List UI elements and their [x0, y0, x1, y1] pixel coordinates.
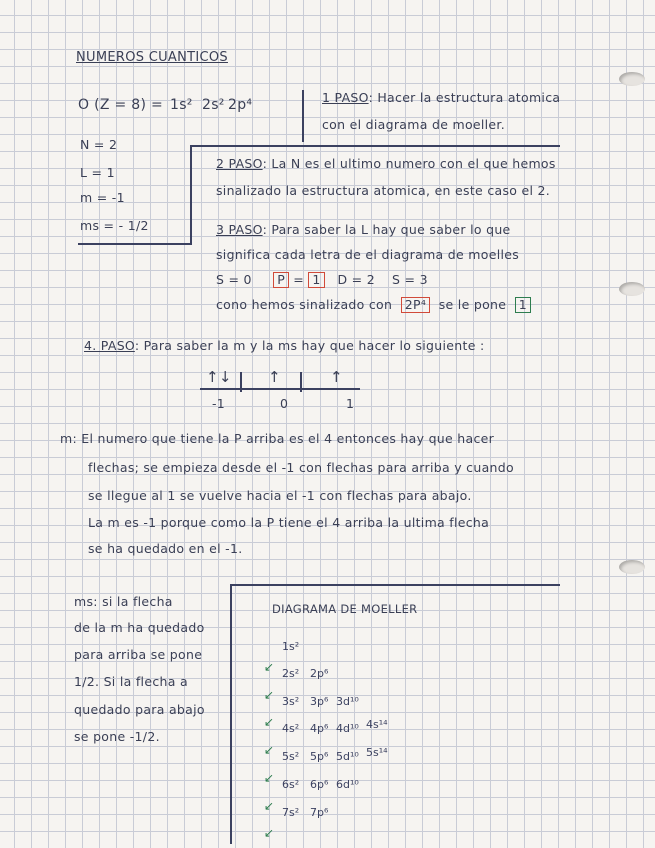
diagonal-arrow-icon: ↙ [264, 660, 275, 674]
diagram-cell: 2p⁶ [310, 667, 329, 680]
orbital-baseline [200, 388, 360, 390]
quantum-m: m = -1 [80, 190, 125, 205]
diagonal-arrow-icon: ↙ [264, 826, 275, 840]
paso1: 1 PASO: Hacer la estructura atomica [322, 90, 561, 105]
binder-hole [619, 282, 645, 296]
config-term-highlight: 2p⁴ [228, 97, 253, 113]
m-text-line: flechas; se empieza desde el -1 con flechas para arriba y cuando [88, 460, 514, 475]
quantum-ms: ms = - 1/2 [80, 218, 149, 233]
diagram-cell: 7s² [282, 806, 300, 819]
diagonal-arrow-icon: ↙ [264, 688, 275, 702]
divider [190, 145, 192, 245]
diagram-cell: 5s¹⁴ [366, 746, 388, 759]
diagram-cell: 4s¹⁴ [366, 718, 388, 731]
binder-hole [619, 72, 645, 86]
m-text-line: se llegue al 1 se vuelve hacia el -1 con flechas para abajo. [88, 488, 472, 503]
orbital-sep [240, 372, 242, 392]
diagram-border [230, 584, 560, 586]
diagram-cell: 6s² [282, 778, 300, 791]
diagram-cell: 5p⁶ [310, 750, 329, 763]
m-text-line: La m es -1 porque como la P tiene el 4 arriba la ultima flecha [88, 515, 490, 530]
diagram-cell: 1s² [282, 640, 300, 653]
ms-text-line: de la m ha quedado [74, 620, 205, 635]
orbital-label: -1 [212, 396, 226, 411]
config-term: 2s² [202, 97, 225, 113]
diagram-cell: 3p⁶ [310, 695, 329, 708]
diagonal-arrow-icon: ↙ [264, 715, 275, 729]
orbital-arrows-left: ↑↓ [206, 368, 232, 386]
binder-hole [619, 560, 645, 574]
paso3-line4: cono hemos sinalizado con 2P⁴ se le pone 1 [216, 297, 531, 313]
orbital-letters: S = 0 P = 1 D = 2 S = 3 [216, 272, 428, 287]
paso1-line2: con el diagrama de moeller. [322, 117, 505, 132]
diagram-cell: 6p⁶ [310, 778, 329, 791]
diagram-border [230, 584, 232, 844]
orbital-label: 1 [346, 396, 355, 411]
paso2: 2 PASO: La N es el ultimo numero con el que hemos [216, 156, 556, 171]
diagram-cell: 3s² [282, 695, 300, 708]
m-text-line: m: El numero que tiene la P arriba es el 4 entonces hay que hacer [60, 431, 495, 446]
page-title: NUMEROS CUANTICOS [76, 50, 228, 65]
ms-text-line: quedado para abajo [74, 702, 205, 717]
paso3: 3 PASO: Para saber la L hay que saber lo que [216, 222, 511, 237]
diagonal-arrow-icon: ↙ [264, 799, 275, 813]
config-prefix: O (Z = 8) = [78, 97, 164, 113]
config-term: 1s² [170, 97, 193, 113]
diagram-title: DIAGRAMA DE MOELLER [272, 602, 418, 616]
ms-text-line: ms: si la flecha [74, 594, 173, 609]
paso3-line2: significa cada letra de el diagrama de moelles [216, 247, 520, 262]
diagonal-arrow-icon: ↙ [264, 771, 275, 785]
diagram-cell: 3d¹⁰ [336, 695, 359, 708]
diagram-cell: 6d¹⁰ [336, 778, 359, 791]
diagonal-arrow-icon: ↙ [264, 743, 275, 757]
orbital-arrows-right: ↑ [330, 368, 343, 386]
ms-text-line: se pone -1/2. [74, 729, 160, 744]
diagram-cell: 2s² [282, 667, 300, 680]
divider [190, 145, 560, 147]
paso4: 4. PASO: Para saber la m y la ms hay que hacer lo siguiente : [84, 338, 485, 353]
quantum-n: N = 2 [80, 137, 118, 152]
diagram-cell: 5d¹⁰ [336, 750, 359, 763]
ms-text-line: para arriba se pone [74, 647, 203, 662]
ms-text-line: 1/2. Si la flecha a [74, 674, 188, 689]
diagram-cell: 4p⁶ [310, 722, 329, 735]
orbital-label: 0 [280, 396, 289, 411]
diagram-cell: 7p⁶ [310, 806, 329, 819]
quantum-l: L = 1 [80, 165, 115, 180]
divider [78, 243, 192, 245]
m-text-line: se ha quedado en el -1. [88, 541, 243, 556]
diagram-cell: 4s² [282, 722, 300, 735]
orbital-sep [300, 372, 302, 392]
diagram-cell: 4d¹⁰ [336, 722, 359, 735]
divider [302, 90, 304, 142]
diagram-cell: 5s² [282, 750, 300, 763]
paso2-line2: sinalizado la estructura atomica, en este caso el 2. [216, 183, 551, 198]
orbital-arrows-mid: ↑ [268, 368, 281, 386]
